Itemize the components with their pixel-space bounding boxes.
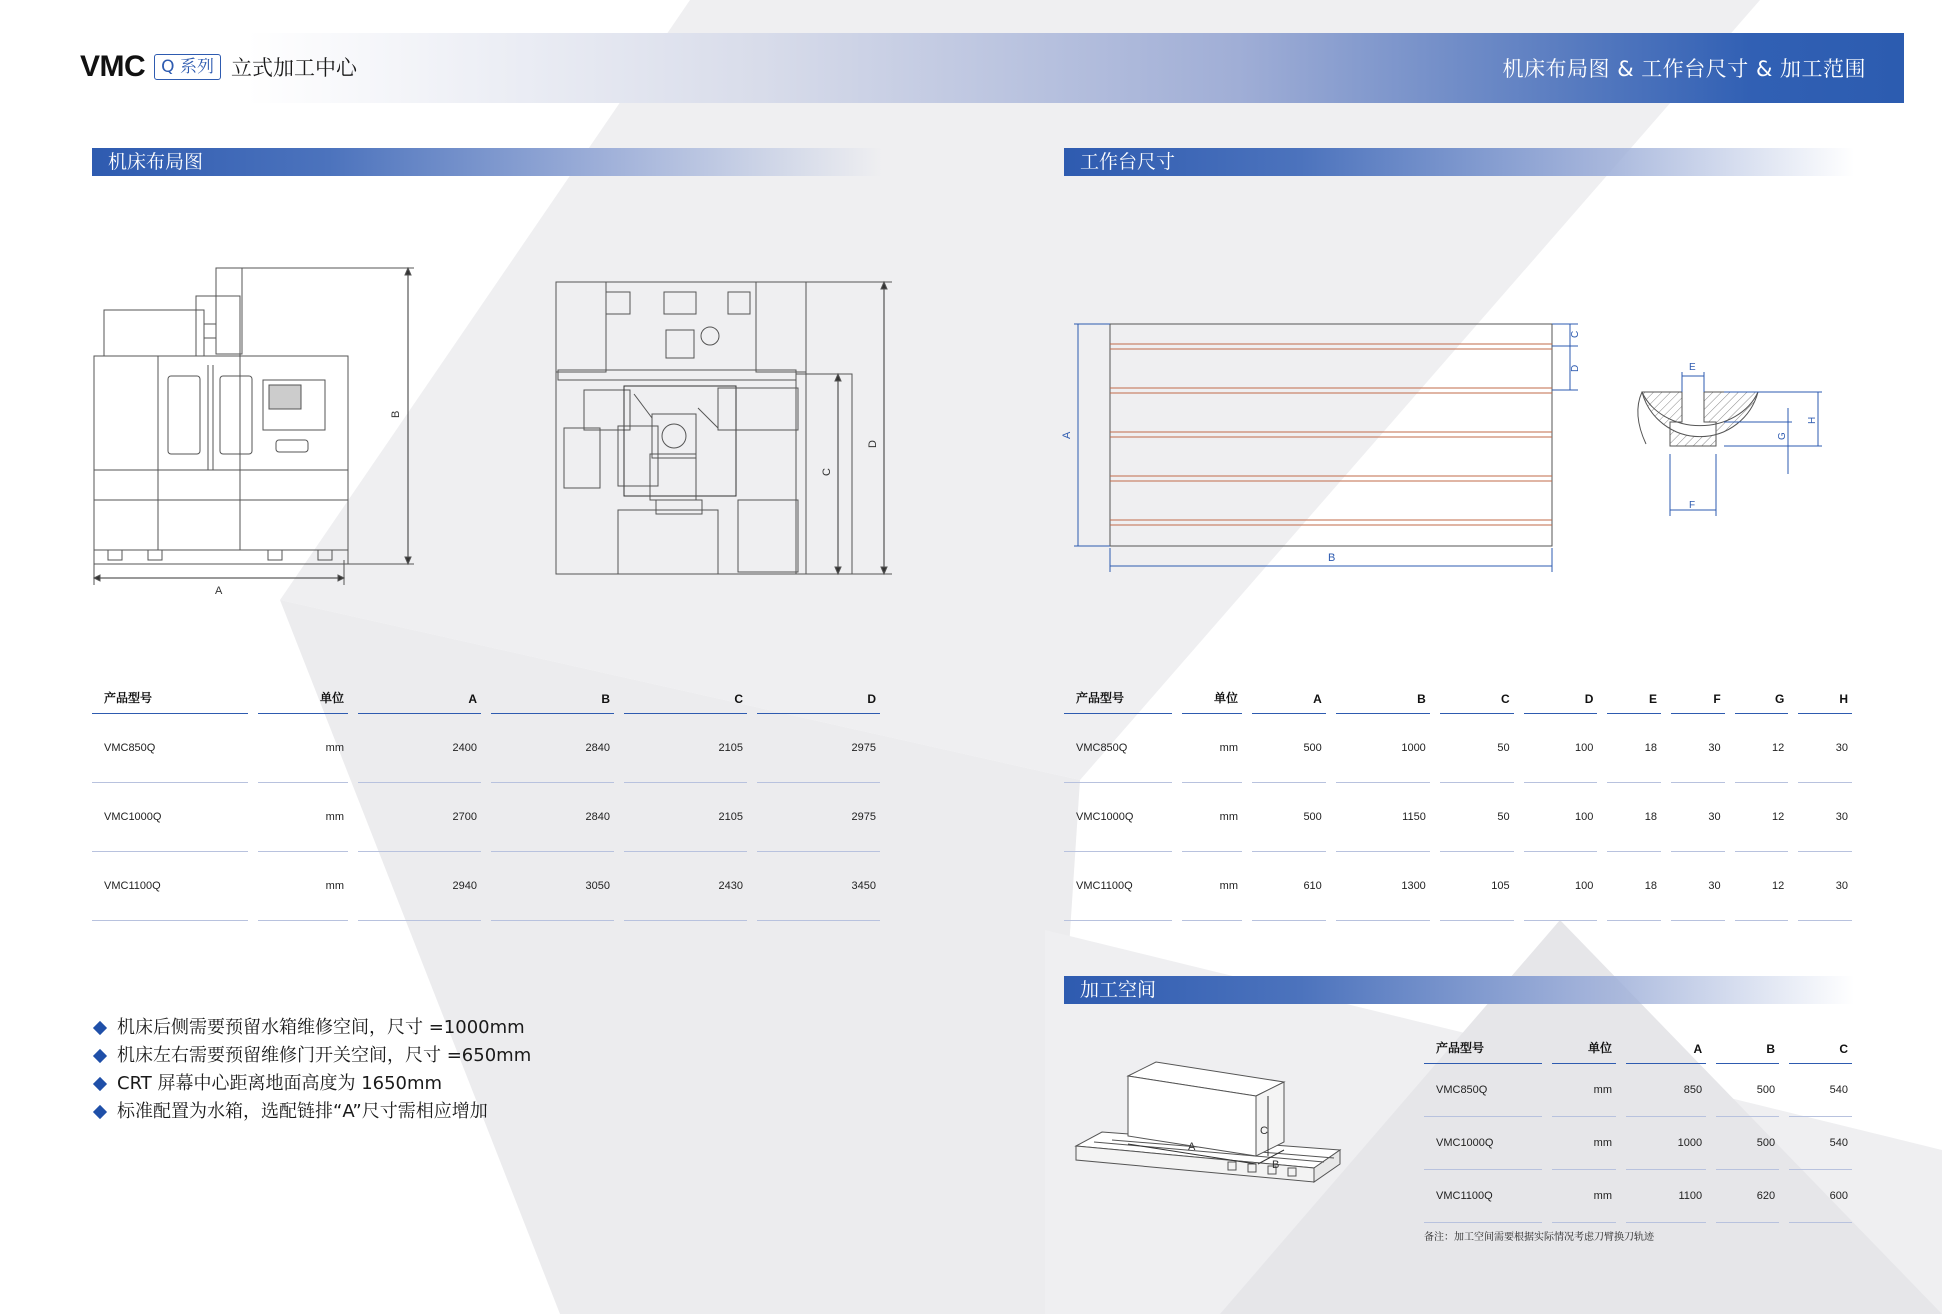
machining-space-diagram [1072,1060,1352,1196]
col-header-a: A [1252,676,1326,714]
note-item [95,1070,531,1098]
cell-model: VMC1100Q [1064,852,1172,921]
cell-a: 850 [1626,1064,1706,1117]
section-bar-layout: 机床布局图 [92,148,882,176]
bullet-diamond-icon [93,1105,107,1119]
cell-d: 100 [1524,783,1598,852]
cell-model: VMC1100Q [1424,1170,1542,1223]
col-header-a: A [1626,1026,1706,1064]
cell-b: 1300 [1336,852,1430,921]
cell-b: 620 [1716,1170,1779,1223]
cell-e: 18 [1607,783,1661,852]
cell-g: 12 [1735,783,1789,852]
section-bar-machining-space: 加工空间 [1064,976,1854,1004]
dim-label-c: C [1260,1125,1268,1137]
cell-unit: mm [1182,852,1242,921]
cell-b: 500 [1716,1117,1779,1170]
cell-model: VMC1100Q [92,852,248,921]
col-header-a: A [358,676,481,714]
cell-e: 18 [1607,714,1661,783]
cell-h: 30 [1798,852,1852,921]
cell-unit: mm [1552,1064,1616,1117]
dim-label-a: A [215,585,223,597]
dim-label-e: E [1689,362,1696,373]
col-header-h: H [1798,676,1852,714]
cell-model: VMC1000Q [1424,1117,1542,1170]
dim-label-f: F [1689,500,1696,511]
machining-space-table [1414,1026,1862,1223]
cell-a: 500 [1252,783,1326,852]
col-header-model: 产品型号 [1424,1026,1542,1064]
dim-label-h: H [1807,416,1818,424]
header-right-title: 机床布局图 & 工作台尺寸 & 加工范围 [1502,57,1866,81]
machine-top-view-diagram [548,278,898,600]
machine-front-view-diagram [88,260,428,605]
col-header-model: 产品型号 [1064,676,1172,714]
bullet-diamond-icon [93,1049,107,1063]
table-row [92,852,880,921]
cell-g: 12 [1735,852,1789,921]
col-header-unit: 单位 [1552,1026,1616,1064]
cell-c: 2105 [624,783,747,852]
table-row [1064,852,1852,921]
cell-c: 2105 [624,714,747,783]
col-header-c: C [1440,676,1514,714]
col-header-b: B [1716,1026,1779,1064]
table-row [1424,1117,1852,1170]
dim-label-d: D [1570,364,1581,372]
cell-b: 2840 [491,783,614,852]
cell-f: 30 [1671,714,1725,783]
cell-e: 18 [1607,852,1661,921]
col-header-model: 产品型号 [92,676,248,714]
col-header-d: D [757,676,880,714]
cell-a: 500 [1252,714,1326,783]
cell-unit: mm [258,714,348,783]
cell-c: 50 [1440,783,1514,852]
series-badge: Q 系列 [154,54,221,80]
section-bar-table-size: 工作台尺寸 [1064,148,1854,176]
cell-a: 2940 [358,852,481,921]
brand [80,50,357,84]
cell-a: 2400 [358,714,481,783]
worktable-dimensions-table [1054,676,1862,921]
cell-f: 30 [1671,852,1725,921]
col-header-b: B [1336,676,1430,714]
cell-a: 2700 [358,783,481,852]
col-header-e: E [1607,676,1661,714]
cell-d: 3450 [757,852,880,921]
t-slot-detail-diagram [1632,354,1832,534]
dim-label-a: A [1188,1141,1196,1153]
machining-space-footnote: 备注：加工空间需要根据实际情况考虑刀臂换刀轨迹 [1424,1232,1654,1243]
note-text: 标准配置为水箱，选配链排“A”尺寸需相应增加 [117,1101,488,1122]
cell-c: 540 [1789,1064,1852,1117]
col-header-c: C [1789,1026,1852,1064]
dim-label-a: A [1061,431,1073,439]
col-header-unit: 单位 [1182,676,1242,714]
dim-label-b: B [390,410,402,418]
table-row [92,783,880,852]
cell-unit: mm [1182,714,1242,783]
dim-label-d: D [867,440,879,448]
note-text: 机床左右需要预留维修门开关空间，尺寸 =650mm [117,1045,532,1066]
cell-unit: mm [258,783,348,852]
col-header-d: D [1524,676,1598,714]
cell-d: 2975 [757,783,880,852]
cell-c: 600 [1789,1170,1852,1223]
cell-unit: mm [1552,1117,1616,1170]
cell-g: 12 [1735,714,1789,783]
table-header-row [1424,1026,1852,1064]
note-text: 机床后侧需要预留水箱维修空间，尺寸 =1000mm [117,1017,525,1038]
cell-b: 1000 [1336,714,1430,783]
cell-c: 105 [1440,852,1514,921]
cell-c: 540 [1789,1117,1852,1170]
cell-model: VMC1000Q [1064,783,1172,852]
col-header-c: C [624,676,747,714]
cell-unit: mm [1552,1170,1616,1223]
cell-h: 30 [1798,783,1852,852]
cell-b: 500 [1716,1064,1779,1117]
cell-c: 50 [1440,714,1514,783]
installation-notes [95,1014,531,1126]
cell-d: 100 [1524,852,1598,921]
cell-model: VMC850Q [1424,1064,1542,1117]
note-text: CRT 屏幕中心距离地面高度为 1650mm [117,1073,443,1094]
table-row [1064,714,1852,783]
cell-b: 3050 [491,852,614,921]
cell-h: 30 [1798,714,1852,783]
cell-unit: mm [258,852,348,921]
cell-a: 1100 [1626,1170,1706,1223]
cell-a: 610 [1252,852,1326,921]
dim-label-c: C [821,468,833,476]
col-header-b: B [491,676,614,714]
cell-model: VMC850Q [92,714,248,783]
cell-d: 100 [1524,714,1598,783]
cell-b: 1150 [1336,783,1430,852]
dim-label-b: B [1328,552,1336,564]
layout-dimensions-table [82,676,890,921]
note-item [95,1014,531,1042]
worktable-diagram [1061,316,1584,581]
bullet-diamond-icon [93,1077,107,1091]
cell-model: VMC1000Q [92,783,248,852]
cell-c: 2430 [624,852,747,921]
table-row [1424,1170,1852,1223]
dim-label-c: C [1570,330,1581,338]
table-header-row [92,676,880,714]
cell-model: VMC850Q [1064,714,1172,783]
brand-logo: VMC [80,50,146,83]
cell-f: 30 [1671,783,1725,852]
note-item [95,1042,531,1070]
note-item [95,1098,531,1126]
table-header-row [1064,676,1852,714]
cell-d: 2975 [757,714,880,783]
table-row [92,714,880,783]
table-row [1424,1064,1852,1117]
col-header-f: F [1671,676,1725,714]
dim-label-g: G [1777,432,1788,440]
bullet-diamond-icon [93,1021,107,1035]
cell-b: 2840 [491,714,614,783]
page-title: 立式加工中心 [230,56,357,80]
col-header-unit: 单位 [258,676,348,714]
cell-a: 1000 [1626,1117,1706,1170]
col-header-g: G [1735,676,1789,714]
cell-unit: mm [1182,783,1242,852]
table-row [1064,783,1852,852]
dim-label-b: B [1272,1159,1280,1171]
